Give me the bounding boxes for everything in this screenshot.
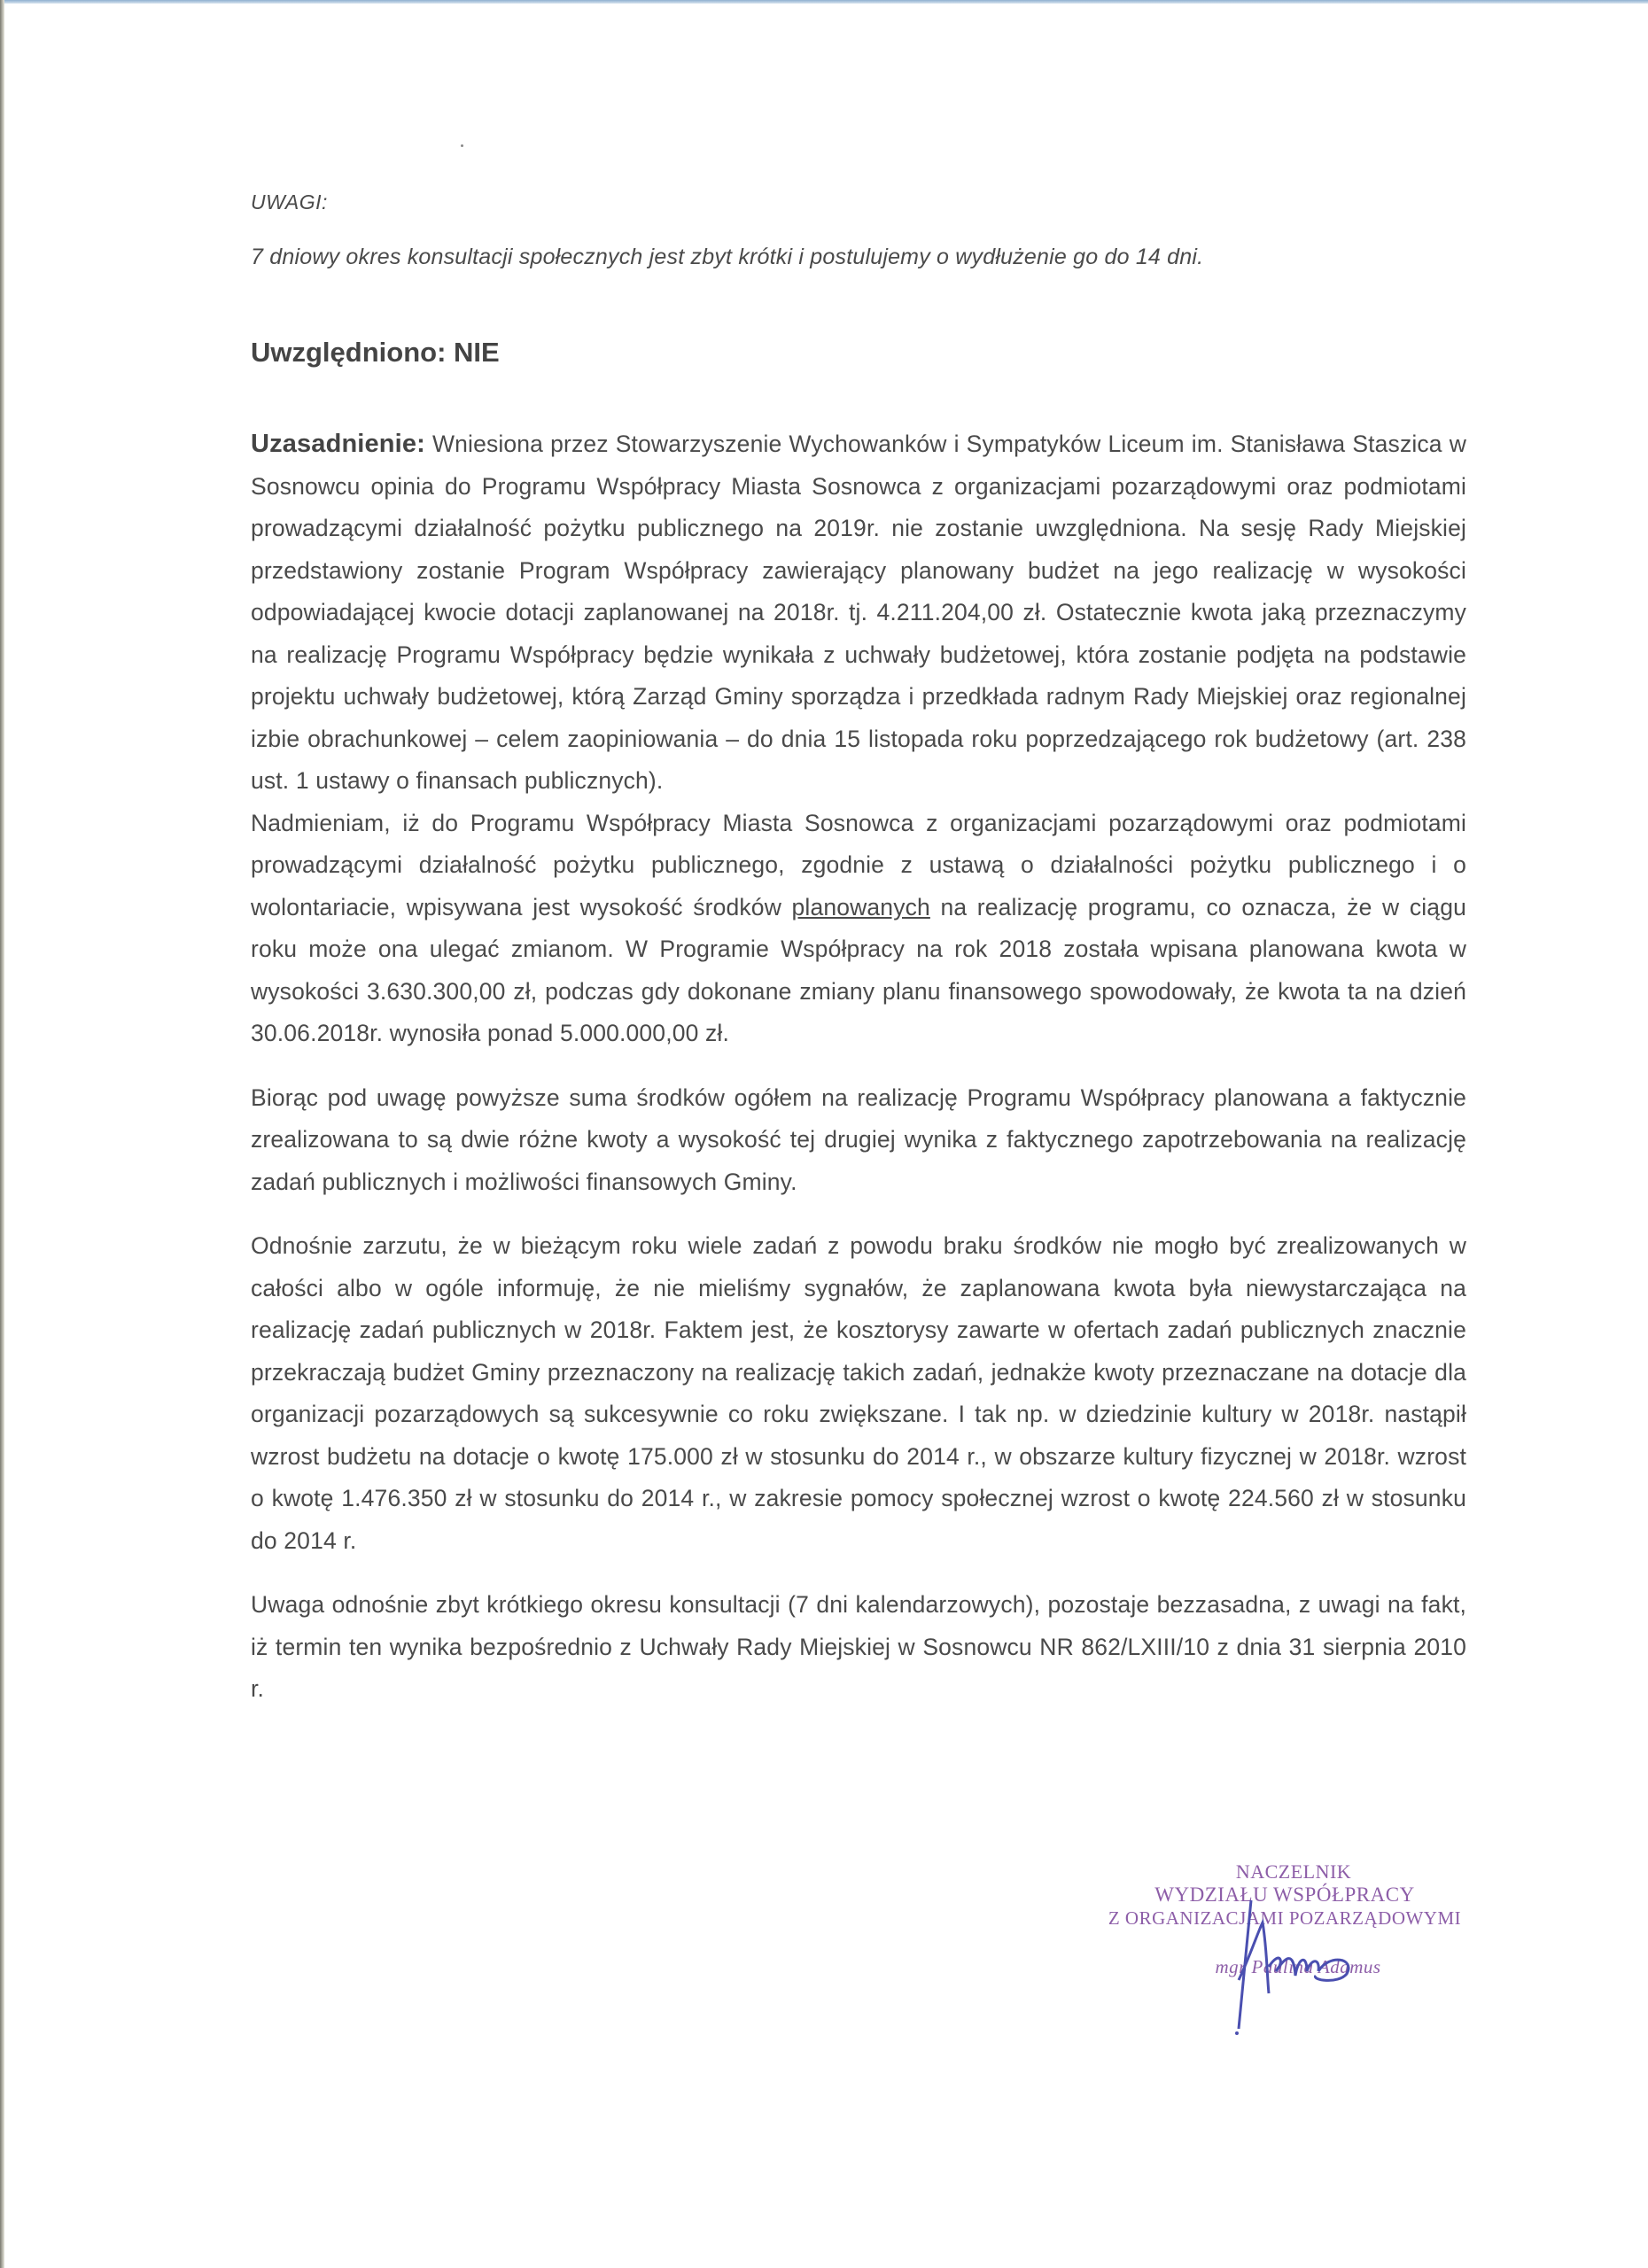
planned-emphasis: planowanych xyxy=(791,893,930,920)
stamp-signatory-name: mgr Paulina Adamus xyxy=(1215,1956,1381,1977)
justification-lead: Uzasadnienie: xyxy=(251,430,425,458)
letter-body xyxy=(251,190,1466,1711)
scan-left-edge xyxy=(0,0,4,2268)
planned-funds-text-start: Nadmieniam, iż do Programu Współpracy Miasta Sosnowca z organizacjami pozarządowymi oraz podmiotami prowadzącymi działalność pożytku publicznego, zgodnie z ustawą o działalności pożytku publicznego i o wolontariacie, wpisywana jest wysokość środków xyxy=(251,809,1466,920)
planned-funds-paragraph xyxy=(251,803,1466,1055)
scan-top-edge xyxy=(0,0,1648,4)
budget-increase-paragraph: Odnośnie zarzutu, że w bieżącym roku wiele zadań z powodu braku środków nie mogło być zrealizowanych w całości albo w ogóle informuję, że nie mieliśmy sygnałów, że zaplanowana kwota była niewystarczająca na realizację zadań publicznych w 2018r. Faktem jest, że kosztorysy zawarte w ofertach zadań publicznych znacznie przekraczają budżet Gminy przeznaczony na realizację takich zadań, jednakże kwoty przeznaczane na dotacje dla organizacji pozarządowych są sukcesywnie co roku zwiększane. I tak np. w dziedzinie kultury w 2018r. nastąpił wzrost budżetu na dotacje o kwotę 175.000 zł w stosunku do 2014 r., w obszarze kultury fizycznej w 2018r. wzrost o kwotę 1.476.350 zł w stosunku do 2014 r., w zakresie pomocy społecznej wzrost o kwotę 224.560 zł w stosunku do 2014 r. xyxy=(251,1232,1466,1554)
justification-paragraph xyxy=(251,423,1466,803)
remarks-label: UWAGI: xyxy=(251,190,328,214)
planned-funds-text-end: na realizację programu, co oznacza, że w ciągu roku może ona ulegać zmianom. W Programie Współpracy na rok 2018 została wpisana planowana kwota w wysokości 3.630.300,00 zł, podczas gdy dokonane zmiany planu finansowego spowodowały, że kwota ta na dzień 30.06.2018r. wynosiła ponad 5.000.000,00 zł. xyxy=(251,893,1466,1046)
stamp-department: WYDZIAŁU WSPÓŁPRACY xyxy=(1154,1884,1415,1906)
consultation-period-paragraph: Uwaga odnośnie zbyt krótkiego okresu konsultacji (7 dni kalendarzowych), pozostaje bezzasadna, z uwagi na fakt, iż termin ten wynika bezpośrednio z Uchwały Rady Miejskiej w Sosnowcu NR 862/LXIII/10 z dnia 31 sierpnia 2010 r. xyxy=(251,1591,1466,1702)
decision-heading: Uwzględniono: NIE xyxy=(251,337,500,368)
summary-paragraph: Biorąc pod uwagę powyższe suma środków ogółem na realizację Programu Współpracy planowana a faktycznie zrealizowana to są dwie różne kwoty a wysokość tej drugiej wynika z faktycznego zapotrzebowania na realizację zadań publicznych i możliwości finansowych Gminy. xyxy=(251,1084,1466,1195)
justification-text: Wniesiona przez Stowarzyszenie Wychowanków i Sympatyków Liceum im. Stanisława Staszica w Sosnowcu opinia do Programu Współpracy Miasta Sosnowca z organizacjami pozarządowymi oraz podmiotami prowadzącymi działalność pożytku publicznego na 2019r. nie zostanie uwzględniona. Na sesję Rady Miejskiej przedstawiony zostanie Program Współpracy zawierający planowany budżet na jego realizację w wysokości odpowiadającej kwocie dotacji zaplanowanej na 2018r. tj. 4.211.204,00 zł. Ostatecznie kwota jaką przeznaczymy na realizację Programu Współpracy będzie wynikała z uchwały budżetowej, która zostanie podjęta na podstawie projektu uchwały budżetowej, którą Zarząd Gminy sporządza i przedkłada radnym Rady Miejskiej oraz regionalnej izbie obrachunkowej – celem zaopiniowania – do dnia 15 listopada roku poprzedzającego rok budżetowy (art. 238 ust. 1 ustawy o finansach publicznych). xyxy=(251,431,1466,794)
scan-speck xyxy=(461,144,463,147)
handwritten-signature-icon xyxy=(1232,1896,1364,2038)
stamp-title: NACZELNIK xyxy=(1235,1860,1352,1883)
remarks-text: 7 dniowy okres konsultacji społecznych jest zbyt krótki i postulujemy o wydłużenie go do 14 dni. xyxy=(251,245,1204,269)
stamp-department-sub: Z ORGANIZACJAMI POZARZĄDOWYMI xyxy=(1108,1907,1462,1929)
